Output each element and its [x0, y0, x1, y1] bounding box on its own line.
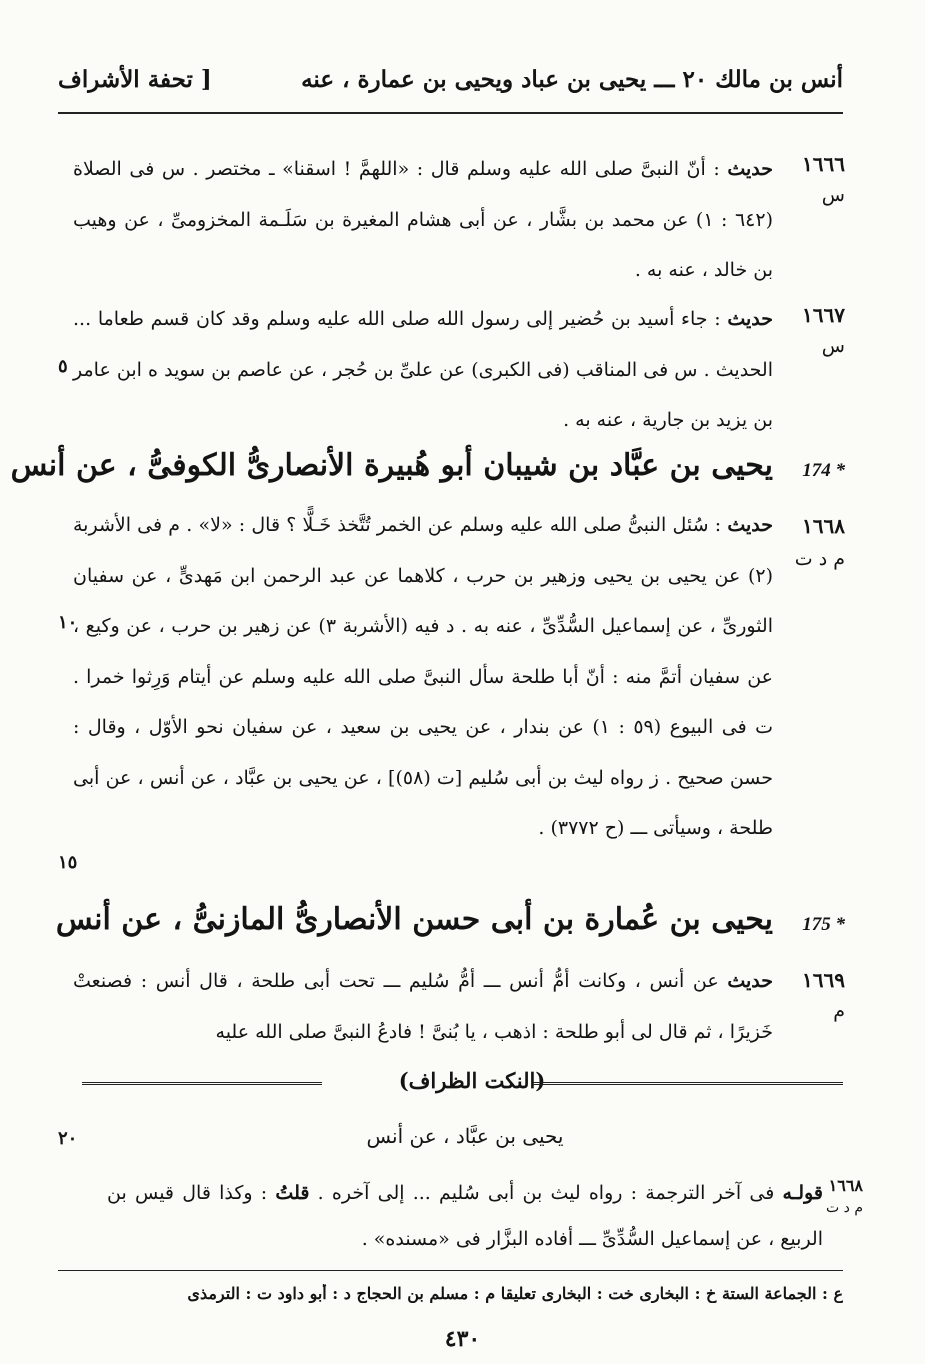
nukat-number: ١٦٦٨ [828, 1176, 863, 1195]
entry-number: ١٦٦٧ [802, 303, 845, 327]
line-number: ١٠ [58, 612, 78, 633]
line-number: ٥ [58, 356, 68, 377]
header-rule [58, 112, 843, 114]
entry-sigla: س [821, 335, 845, 357]
entry-number: ١٦٦٦ [802, 152, 845, 176]
nukat-content: فى آخر الترجمة : رواه ليث بن أبى سُليم ... إلى آخره . [309, 1182, 783, 1204]
entry-keyword: حديث [727, 514, 773, 536]
entry-number: ١٦٦٩ [802, 968, 845, 992]
entry-text [73, 144, 773, 294]
entry-keyword: حديث [727, 308, 773, 330]
entry-text [73, 956, 773, 1060]
entry-text [73, 294, 773, 444]
entry-content: : أنّ النبىَّ صلى الله عليه وسلم قال : «اللهمَّ ! اسقنا» ـ مختصر . س فى الصلاة (٦٤٢ : ١) عن محمد بن بشَّار ، عن أبى هشام المغيرة بن سَلَـمة المخزومىِّ ، عن وهيب بن خالد ، عنه به . [73, 158, 773, 281]
nukat-separator [82, 1068, 843, 1098]
nukat-text [107, 1170, 823, 1262]
abbreviation-key: ع : الجماعة الستة خ : البخارى خت : البخارى تعليقا م : مسلم بن الحجاج د : أبو داود ت : الترمذى [187, 1284, 843, 1303]
entry-sigla: م د ت [794, 548, 845, 570]
nukat-heading: يحيى بن عبَّاد ، عن أنس [366, 1124, 564, 1148]
nukat-title: (النكت الظراف) [398, 1068, 546, 1093]
nukat-keyword: قولـه [782, 1182, 823, 1204]
entry-keyword: حديث [727, 970, 773, 992]
running-header-title: أنس بن مالك ٢٠ ـــ يحيى بن عباد ويحيى بن عمارة ، عنه [301, 66, 843, 93]
nukat-sigla: م د ت [826, 1200, 863, 1216]
entry-keyword: حديث [727, 158, 773, 180]
section-title: يحيى بن عُمارة بن أبى حسن الأنصارىُّ المازنىُّ ، عن أنس [55, 902, 773, 937]
running-header-book: [ تحفة الأشراف [58, 66, 212, 93]
entry-content: عن أنس ، وكانت أمُّ أنس ـــ أمُّ سُليم ـــ تحت أبى طلحة ، قال أنس : فصنعتْ خَزيرًا ، ثم قال لى أبو طلحة : اذهب ، يا بُنىَّ ! فادعُ النبىَّ صلى الله عليه [73, 970, 773, 1043]
entry-text [73, 500, 773, 880]
line-number: ١٥ [58, 852, 78, 873]
entry-content: : سُئل النبىُّ صلى الله عليه وسلم عن الخمر تُتَّخذ خَـلًّا ؟ قال : «لا» . م فى الأشربة (٢) عن يحيى بن يحيى وزهير بن حرب ، كلاهما عن عبد الرحمن ابن مَهدىٍّ ، عن سفيان الثورىِّ ، عن إسماعيل السُّدِّىِّ ، عنه به . د فيه (الأشربة ٣) عن زهير بن حرب ، عن وكيع ، عن سفيان أتمَّ منه : أنّ أبا طلحة سأل النبىَّ صلى الله عليه وسلم عن أيتام وَرِثوا خمرا . ت فى البيوع (٥٩ : ١) عن بندار ، عن يحيى بن سعيد ، عن سفيان نحو الأوّل ، وقال : حسن صحيح . ز رواه ليث بن أبى سُليم [ت (٥٨)] ، عن يحيى بن عبَّاد ، عن أنس ، عن أبى طلحة ، وسيأتى ـــ (ح ٣٧٧٢) . [73, 514, 774, 839]
section-number: 175 * [802, 914, 845, 935]
separator-line [82, 1082, 322, 1085]
separator-line [533, 1082, 843, 1085]
footer-rule [58, 1270, 843, 1271]
page-number: ٤٣٠ [444, 1326, 481, 1352]
nukat-keyword: قلتُ [275, 1182, 310, 1204]
section-title: يحيى بن عبَّاد بن شيبان أبو هُبيرة الأنصارىُّ الكوفىُّ ، عن أنس [10, 448, 773, 483]
entry-sigla: م [833, 1000, 845, 1022]
entry-sigla: س [821, 184, 845, 206]
section-number: 174 * [802, 460, 845, 481]
entry-number: ١٦٦٨ [802, 514, 845, 538]
entry-content: : جاء أسيد بن حُضير إلى رسول الله صلى الله عليه وسلم وقد كان قسم طعاما ... الحديث . س فى المناقب (فى الكبرى) عن علىِّ بن حُجر ، عن عاصم بن سويد ه ابن عامر بن يزيد بن جارية ، عنه به . [73, 308, 773, 431]
nukat-content: : وكذا قال قيس بن الربيع ، عن إسماعيل السُّدِّىِّ ـــ أفاده البزَّار فى «مسنده» . [107, 1182, 823, 1250]
line-number: ٢٠ [58, 1128, 78, 1149]
